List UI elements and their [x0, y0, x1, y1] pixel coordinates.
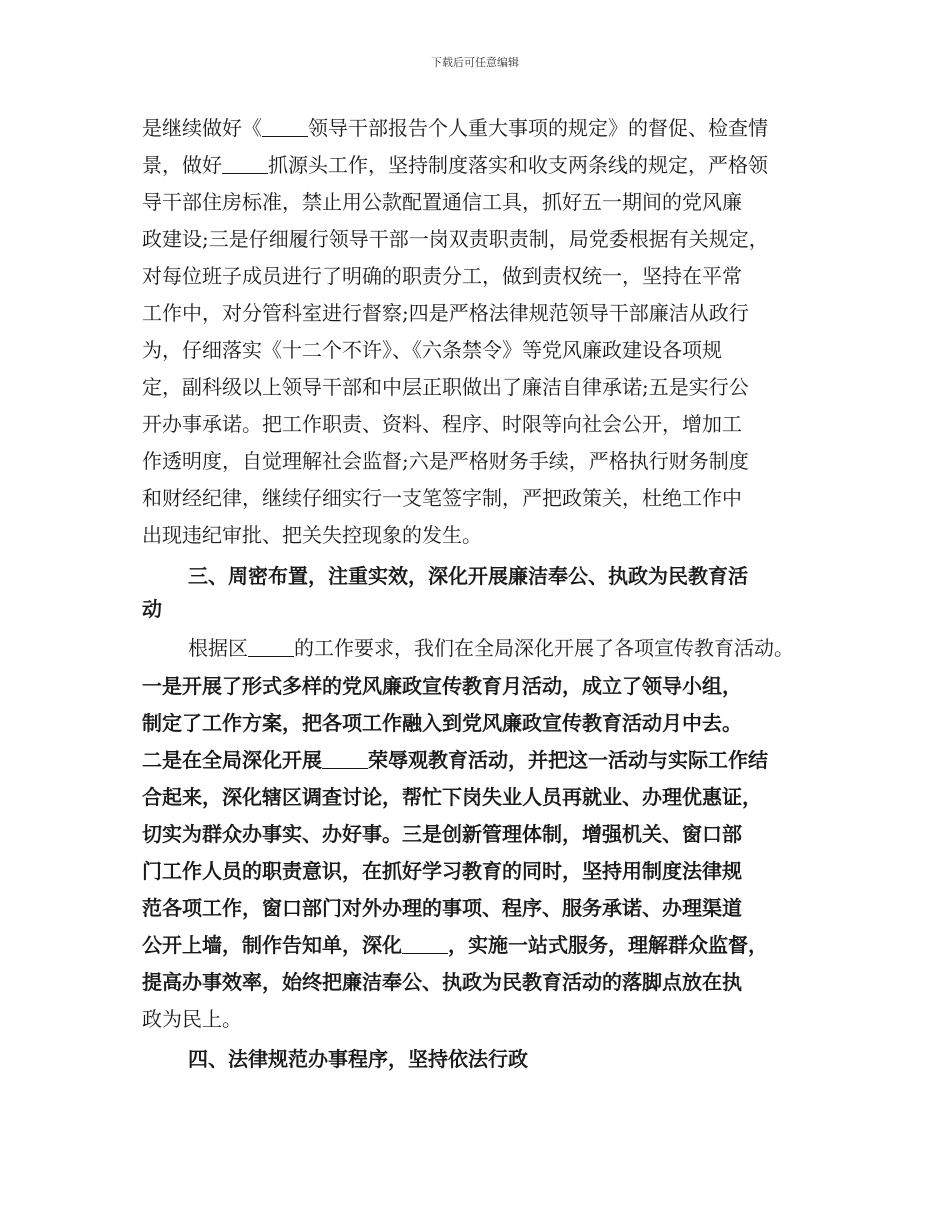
text-line: [142, 933, 768, 957]
text-segment: 开办事承诺。把工作职责、资料、程序、时限等向社会公开，增加工: [142, 412, 742, 436]
text-line: [142, 486, 742, 510]
text-segment: 四、法律规范办事程序，坚持依法行政: [188, 1047, 528, 1071]
text-segment: 为，仔细落实《十二个不许》、《六条禁令》等党风廉政建设各项规: [142, 338, 722, 362]
text-line: [188, 564, 748, 588]
text-line: [142, 674, 742, 698]
text-segment: 是继续做好《: [142, 116, 262, 140]
text-line: [142, 785, 762, 809]
text-segment: 动: [142, 597, 162, 621]
page-header: 下载后可任意编辑: [431, 56, 519, 69]
text-line: [142, 896, 742, 920]
text-segment: 对每位班子成员进行了明确的职责分工，做到责权统一，坚持在平常: [142, 264, 742, 288]
text-line: [142, 338, 722, 362]
text-segment: 景，做好: [142, 153, 222, 177]
text-segment: 提高办事效率，始终把廉洁奉公、执政为民教育活动的落脚点放在执: [142, 970, 742, 994]
text-line: [142, 597, 162, 621]
text-line: [142, 449, 749, 473]
text-segment: 工作中，对分管科室进行督察;四是严格法律规范领导干部廉洁从政行: [142, 301, 749, 325]
text-segment: 定，副科级以上领导干部和中层正职做出了廉洁自律承诺;五是实行公: [142, 375, 749, 399]
text-segment: 范各项工作，窗口部门对外办理的事项、程序、服务承诺、办理渠道: [142, 896, 742, 920]
text-segment: 抓源头工作，坚持制度落实和收支两条线的规定，严格领: [268, 153, 768, 177]
fill-blank: [402, 935, 448, 954]
text-line: [142, 301, 749, 325]
text-line: [142, 970, 742, 994]
text-line: [142, 1007, 242, 1031]
text-line: [142, 748, 768, 772]
text-line: [142, 859, 742, 883]
text-segment: 制定了工作方案，把各项工作融入到党风廉政宣传教育活动月中去。: [142, 711, 742, 735]
text-line: [142, 375, 749, 399]
text-line: [142, 190, 742, 214]
fill-blank: [262, 118, 308, 137]
text-line: [188, 1047, 528, 1071]
text-line: [188, 636, 794, 660]
text-segment: 门工作人员的职责意识，在抓好学习教育的同时，坚持用制度法律规: [142, 859, 742, 883]
fill-blank: [222, 155, 268, 174]
text-line: [142, 523, 482, 547]
fill-blank: [322, 750, 368, 769]
text-segment: 公开上墙，制作告知单，深化: [142, 933, 402, 957]
text-segment: 作透明度，自觉理解社会监督;六是严格财务手续，严格执行财务制度: [142, 449, 749, 473]
text-line: [142, 822, 742, 846]
text-segment: ，实施一站式服务，理解群众监督，: [448, 933, 768, 957]
text-segment: 出现违纪审批、把关失控现象的发生。: [142, 523, 482, 547]
text-line: [142, 412, 742, 436]
fill-blank: [248, 638, 294, 657]
text-segment: 导干部住房标准，禁止用公款配置通信工具，抓好五一期间的党风廉: [142, 190, 742, 214]
text-segment: 一是开展了形式多样的党风廉政宣传教育月活动，成立了领导小组，: [142, 674, 742, 698]
text-segment: 政为民上。: [142, 1007, 242, 1031]
text-segment: 的工作要求，我们在全局深化开展了各项宣传教育活动。: [294, 636, 794, 660]
text-segment: 根据区: [188, 636, 248, 660]
text-line: [142, 153, 768, 177]
text-line: [142, 116, 768, 140]
text-segment: 切实为群众办事实、办好事。三是创新管理体制，增强机关、窗口部: [142, 822, 742, 846]
text-segment: 合起来，深化辖区调查讨论，帮忙下岗失业人员再就业、办理优惠证，: [142, 785, 762, 809]
text-line: [142, 711, 742, 735]
text-segment: 领导干部报告个人重大事项的规定》的督促、检查情: [308, 116, 768, 140]
text-segment: 二是在全局深化开展: [142, 748, 322, 772]
text-line: [142, 227, 769, 251]
text-line: [142, 264, 742, 288]
text-segment: 政建设;三是仔细履行领导干部一岗双责职责制，局党委根据有关规定，: [142, 227, 769, 251]
text-segment: 和财经纪律，继续仔细实行一支笔签字制，严把政策关，杜绝工作中: [142, 486, 742, 510]
text-segment: 荣辱观教育活动，并把这一活动与实际工作结: [368, 748, 768, 772]
text-segment: 三、周密布置，注重实效，深化开展廉洁奉公、执政为民教育活: [188, 564, 748, 588]
